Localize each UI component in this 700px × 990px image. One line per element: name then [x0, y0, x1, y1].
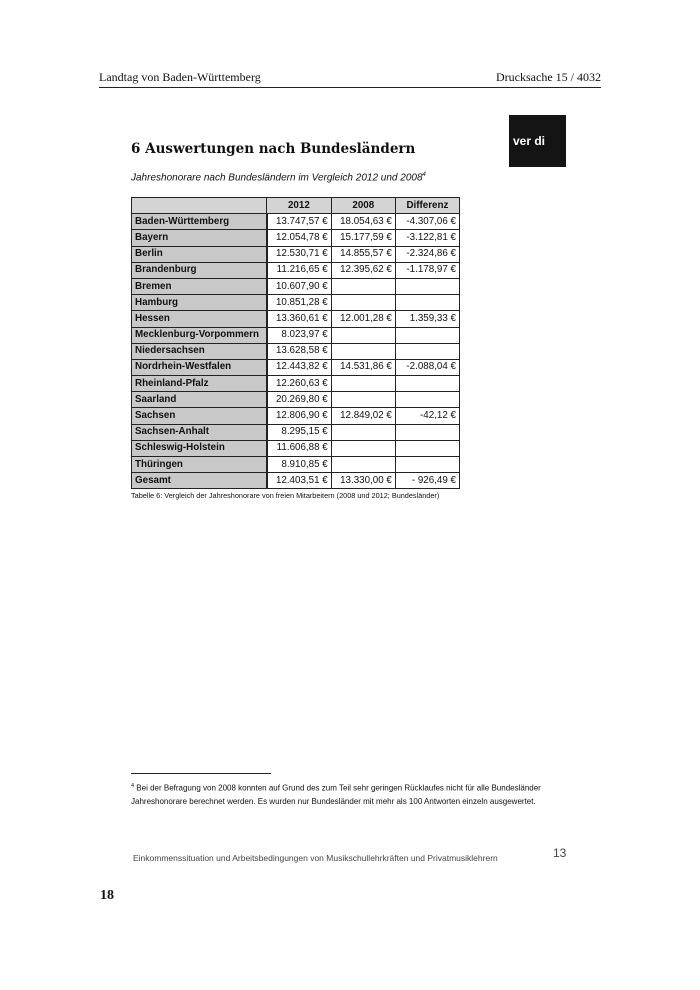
footnote-text: Bei der Befragung von 2008 konnten auf Grund des zum Teil sehr geringen Rücklaufes nicht für alle Bundesländer Jahreshonorare berechnet werden. Es wurden nur Bundesländer mit mehr als 100 Antworten einzeln ausgewertet.: [131, 783, 541, 806]
value-cell: 1.359,33 €: [395, 311, 459, 327]
value-cell: 15.177,59 €: [331, 230, 395, 246]
state-name-cell: Rheinland-Pfalz: [132, 376, 267, 392]
table-row: [132, 376, 460, 392]
value-cell: 11.606,88 €: [267, 440, 332, 456]
value-cell: [331, 376, 395, 392]
value-cell: 13.628,58 €: [267, 343, 332, 359]
table-row: [132, 246, 460, 262]
value-cell: [395, 424, 459, 440]
value-cell: [331, 424, 395, 440]
state-name-cell: Bremen: [132, 278, 267, 294]
value-cell: 12.806,90 €: [267, 408, 332, 424]
value-cell: [331, 457, 395, 473]
footnote: [131, 780, 570, 808]
table-row: [132, 408, 460, 424]
value-cell: 12.395,62 €: [331, 262, 395, 278]
value-cell: [395, 376, 459, 392]
value-cell: 12.443,82 €: [267, 359, 332, 375]
header-right: Drucksache 15 / 4032: [496, 70, 601, 84]
value-cell: 10.851,28 €: [267, 295, 332, 311]
footnote-divider: [131, 773, 271, 774]
value-cell: 13.360,61 €: [267, 311, 332, 327]
table-body: [132, 214, 460, 489]
table-row: [132, 214, 460, 230]
value-cell: 12.260,63 €: [267, 376, 332, 392]
state-name-cell: Bayern: [132, 230, 267, 246]
state-name-cell: Schleswig-Holstein: [132, 440, 267, 456]
footer-inner-page-number: 13: [553, 846, 567, 860]
table-caption: Tabelle 6: Vergleich der Jahreshonorare von freien Mitarbeitern (2008 und 2012; Bundesländer): [131, 491, 440, 500]
state-name-cell: Hamburg: [132, 295, 267, 311]
verdi-logo: [509, 115, 566, 167]
value-cell: 13.330,00 €: [331, 473, 395, 489]
state-name-cell: Berlin: [132, 246, 267, 262]
value-cell: 18.054,63 €: [331, 214, 395, 230]
value-cell: [331, 440, 395, 456]
table-header-corner: [132, 198, 267, 214]
table-subtitle: [131, 172, 426, 183]
value-cell: [331, 392, 395, 408]
value-cell: [331, 278, 395, 294]
value-cell: 12.054,78 €: [267, 230, 332, 246]
table-row: [132, 392, 460, 408]
value-cell: 8.023,97 €: [267, 327, 332, 343]
state-name-cell: Sachsen: [132, 408, 267, 424]
value-cell: -2.088,04 €: [395, 359, 459, 375]
table-header-2012: 2012: [267, 198, 332, 214]
table-row: [132, 440, 460, 456]
subtitle-text: Jahreshonorare nach Bundesländern im Vergleich 2012 und 2008: [131, 172, 423, 184]
state-name-cell: Baden-Württemberg: [132, 214, 267, 230]
value-cell: [395, 343, 459, 359]
value-cell: 8.910,85 €: [267, 457, 332, 473]
value-cell: -42,12 €: [395, 408, 459, 424]
value-cell: -4.307,06 €: [395, 214, 459, 230]
table-row: [132, 457, 460, 473]
state-name-cell: Hessen: [132, 311, 267, 327]
table-row: [132, 295, 460, 311]
table-row: [132, 359, 460, 375]
header-left: Landtag von Baden-Württemberg: [99, 70, 261, 84]
value-cell: [395, 278, 459, 294]
state-name-cell: Gesamt: [132, 473, 267, 489]
state-name-cell: Saarland: [132, 392, 267, 408]
value-cell: [395, 440, 459, 456]
value-cell: 11.216,65 €: [267, 262, 332, 278]
value-cell: -1.178,97 €: [395, 262, 459, 278]
value-cell: 20.269,80 €: [267, 392, 332, 408]
value-cell: [331, 343, 395, 359]
value-cell: 12.403,51 €: [267, 473, 332, 489]
value-cell: [395, 457, 459, 473]
state-name-cell: Niedersachsen: [132, 343, 267, 359]
table-row: [132, 262, 460, 278]
value-cell: 8.295,15 €: [267, 424, 332, 440]
page-header: [99, 70, 601, 88]
value-cell: 13.747,57 €: [267, 214, 332, 230]
state-name-cell: Thüringen: [132, 457, 267, 473]
table-row: [132, 311, 460, 327]
value-cell: [395, 295, 459, 311]
value-cell: 14.855,57 €: [331, 246, 395, 262]
value-cell: 12.001,28 €: [331, 311, 395, 327]
table-header-differenz: Differenz: [395, 198, 459, 214]
value-cell: -3.122,81 €: [395, 230, 459, 246]
state-name-cell: Mecklenburg-Vorpommern: [132, 327, 267, 343]
value-cell: 10.607,90 €: [267, 278, 332, 294]
value-cell: -2.324,86 €: [395, 246, 459, 262]
state-name-cell: Nordrhein-Westfalen: [132, 359, 267, 375]
value-cell: [331, 327, 395, 343]
section-title: 6 Auswertungen nach Bundesländern: [131, 141, 416, 157]
footnote-marker: 4: [131, 783, 135, 789]
value-cell: [331, 295, 395, 311]
value-cell: 12.530,71 €: [267, 246, 332, 262]
table-header-row: [132, 198, 460, 214]
table-header-2008: 2008: [331, 198, 395, 214]
logo-text: ver di: [513, 134, 546, 148]
table-row: [132, 473, 460, 489]
honorare-table: [131, 197, 460, 489]
value-cell: 14.531,86 €: [331, 359, 395, 375]
table-row: [132, 278, 460, 294]
table-row: [132, 327, 460, 343]
table-row: [132, 343, 460, 359]
value-cell: - 926,49 €: [395, 473, 459, 489]
value-cell: [395, 327, 459, 343]
page-number: 18: [100, 888, 114, 903]
footer-text: Einkommenssituation und Arbeitsbedingungen von Musikschullehrkräften und Privatmusiklehrern: [133, 853, 498, 863]
state-name-cell: Sachsen-Anhalt: [132, 424, 267, 440]
table-row: [132, 230, 460, 246]
state-name-cell: Brandenburg: [132, 262, 267, 278]
table-row: [132, 424, 460, 440]
value-cell: [395, 392, 459, 408]
value-cell: 12.849,02 €: [331, 408, 395, 424]
subtitle-footnote-marker: 4: [422, 172, 426, 178]
